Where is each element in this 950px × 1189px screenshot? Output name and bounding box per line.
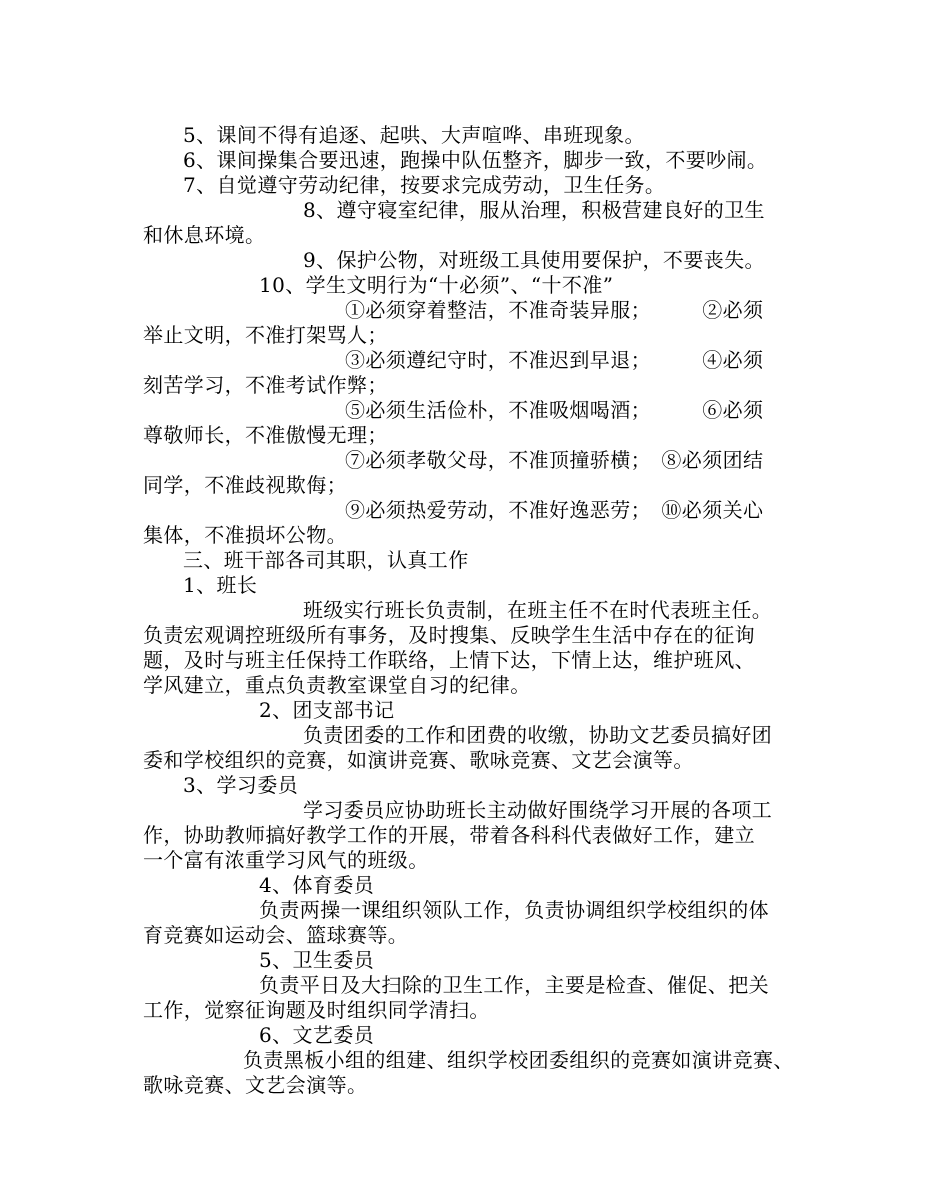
text-line: ③必须遵纪守时，不准迟到早退； ④必须 (345, 348, 764, 372)
text-line: 作，协助教师搞好教学工作的开展，带着各科科代表做好工作，建立 (143, 823, 755, 847)
text-line: ①必须穿着整洁，不准奇装异服； ②必须 (345, 298, 764, 322)
text-line: 负责黑板小组的组建、组织学校团委组织的竞赛如演讲竞赛、 (243, 1048, 794, 1072)
text-line: 学习委员应协助班长主动做好围绕学习开展的各项工 (303, 798, 773, 822)
subheading: 6、文艺委员 (259, 1023, 375, 1047)
text-line: 10、学生文明行为“十必须”、“十不准” (259, 273, 614, 297)
text-line: 9、保护公物，对班级工具使用要保护，不要丧失。 (303, 248, 765, 272)
text-line: 工作，觉察征询题及时组织同学清扫。 (143, 998, 490, 1022)
text-line: 尊敬师长，不准傲慢无理； (143, 423, 388, 447)
text-line: 一个富有浓重学习风气的班级。 (143, 848, 429, 872)
text-line: 负责团委的工作和团费的收缴，协助文艺委员搞好团 (303, 723, 773, 747)
text-line: 学风建立，重点负责教室课堂自习的纪律。 (143, 673, 531, 697)
text-line: 5、课间不得有追逐、起哄、大声喧哗、串班现象。 (183, 123, 645, 147)
text-line: 负责两操一课组织领队工作，负责协调组织学校组织的体 (259, 898, 769, 922)
text-line: 歌咏竞赛、文艺会演等。 (143, 1073, 368, 1097)
text-line: 7、自觉遵守劳动纪律，按要求完成劳动，卫生任务。 (183, 173, 666, 197)
text-line: 委和学校组织的竞赛，如演讲竞赛、歌咏竞赛、文艺会演等。 (143, 748, 694, 772)
text-line: ⑦必须孝敬父母，不准顶撞骄横； ⑧必须团结 (345, 448, 764, 472)
text-line: 同学，不准歧视欺侮； (143, 473, 347, 497)
subheading: 3、学习委员 (183, 773, 299, 797)
section-heading: 三、班干部各司其职，认真工作 (183, 548, 469, 572)
text-line: 育竞赛如运动会、篮球赛等。 (143, 923, 409, 947)
text-line: 题，及时与班主任保持工作联络，上情下达，下情上达，维护班风、 (143, 648, 755, 672)
subheading: 1、班长 (183, 573, 258, 597)
text-line: ⑨必须热爱劳动，不准好逸恶劳； ⑩必须关心 (345, 498, 764, 522)
text-line: 班级实行班长负责制，在班主任不在时代表班主任。 (303, 598, 773, 622)
text-line: 和休息环境。 (143, 223, 266, 247)
subheading: 5、卫生委员 (259, 948, 375, 972)
text-line: 8、遵守寝室纪律，服从治理，积极营建良好的卫生 (303, 198, 765, 222)
text-line: 集体，不准损坏公物。 (143, 523, 347, 547)
text-line: 6、课间操集合要迅速，跑操中队伍整齐，脚步一致，不要吵闹。 (183, 148, 768, 172)
text-line: ⑤必须生活俭朴，不准吸烟喝酒； ⑥必须 (345, 398, 764, 422)
subheading: 2、团支部书记 (259, 698, 395, 722)
text-line: 举止文明，不准打架骂人； (143, 323, 388, 347)
subheading: 4、体育委员 (259, 873, 375, 897)
text-line: 负责宏观调控班级所有事务，及时搜集、反映学生生活中存在的征询 (143, 623, 755, 647)
text-line: 刻苦学习，不准考试作弊； (143, 373, 388, 397)
text-line: 负责平日及大扫除的卫生工作，主要是检查、催促、把关 (259, 973, 769, 997)
